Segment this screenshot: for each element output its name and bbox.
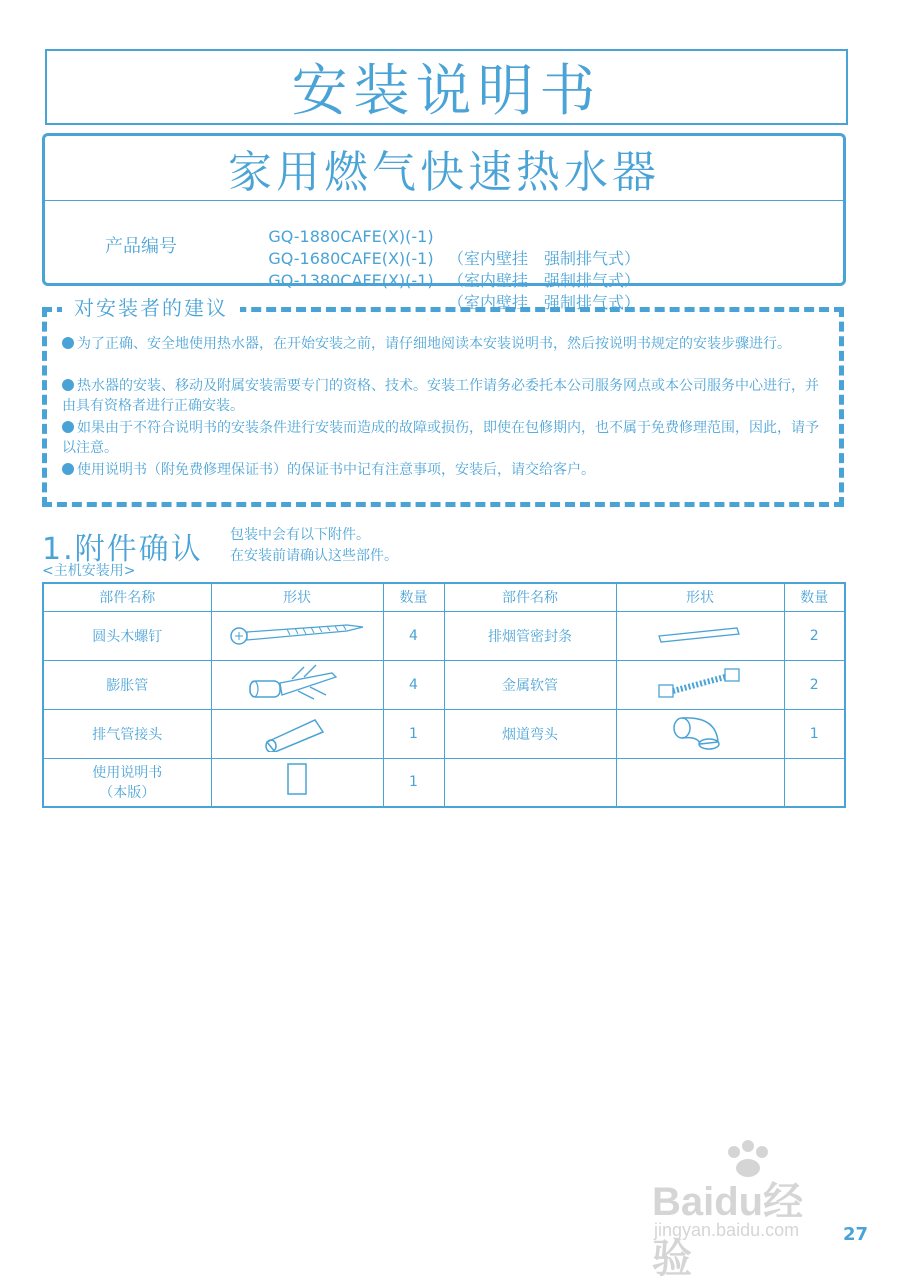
part-shape bbox=[211, 660, 383, 709]
metal-hose-icon bbox=[655, 665, 745, 701]
column-header: 形状 bbox=[616, 583, 784, 611]
advice-item: 热水器的安装、移动及附属安装需要专门的资格、技术。安装工作请务必委托本公司服务网点或本公司服务中心进行，并由具有资格者进行正确安装。 bbox=[62, 378, 819, 414]
page-number: 27 bbox=[843, 1224, 869, 1245]
section-note: 包装中会有以下附件。 bbox=[230, 527, 370, 543]
part-quantity: 1 bbox=[784, 709, 845, 758]
column-header: 部件名称 bbox=[43, 583, 211, 611]
bullet-icon bbox=[62, 421, 74, 433]
advice-item: 如果由于不符合说明书的安装条件进行安装而造成的故障或损伤，即使在包修期内，也不属于免费修理范围，因此，请予以注意。 bbox=[62, 420, 819, 456]
part-name: 膨胀管 bbox=[43, 660, 211, 709]
part-name bbox=[444, 758, 616, 807]
part-shape bbox=[211, 758, 383, 807]
part-quantity: 2 bbox=[784, 611, 845, 660]
part-quantity: 1 bbox=[383, 709, 444, 758]
column-header: 数量 bbox=[383, 583, 444, 611]
baidu-watermark bbox=[640, 1140, 840, 1281]
model-label: 产品编号 bbox=[105, 236, 177, 257]
column-header: 形状 bbox=[211, 583, 383, 611]
part-name: 烟道弯头 bbox=[444, 709, 616, 758]
part-quantity: 4 bbox=[383, 611, 444, 660]
flue-elbow-icon bbox=[670, 712, 730, 752]
part-quantity: 2 bbox=[784, 660, 845, 709]
exhaust-joint-icon bbox=[257, 712, 337, 752]
part-name bbox=[43, 758, 211, 807]
table-header-row bbox=[43, 583, 845, 611]
expansion-anchor-icon bbox=[242, 663, 352, 703]
part-name: 圆头木螺钉 bbox=[43, 611, 211, 660]
section-note: 在安装前请确认这些部件。 bbox=[230, 548, 398, 564]
table-row bbox=[43, 660, 845, 709]
bullet-icon bbox=[62, 337, 74, 349]
advice-item: 使用说明书（附免费修理保证书）的保证书中记有注意事项，安装后，请交给客户。 bbox=[62, 460, 826, 480]
parts-table bbox=[42, 582, 846, 808]
watermark-url: jingyan.baidu.com bbox=[654, 1220, 800, 1240]
part-shape bbox=[211, 709, 383, 758]
part-name: 排气管接头 bbox=[43, 709, 211, 758]
bullet-icon bbox=[62, 463, 74, 475]
model-type: （室内壁挂 强制排气式） bbox=[448, 271, 641, 290]
part-name: 排烟管密封条 bbox=[444, 611, 616, 660]
model-type: （室内壁挂 强制排气式） bbox=[448, 249, 641, 268]
wood-screw-icon bbox=[227, 619, 367, 649]
column-header: 数量 bbox=[784, 583, 845, 611]
part-shape bbox=[616, 709, 784, 758]
part-shape bbox=[211, 611, 383, 660]
document-title: 安装说明书 bbox=[291, 59, 602, 124]
table-row bbox=[43, 758, 845, 807]
model-code: GQ-1680CAFE(X)(-1) bbox=[268, 249, 434, 268]
document-title-box bbox=[45, 49, 848, 125]
advice-item: 为了正确、安全地使用热水器，在开始安装之前，请仔细地阅读本安装说明书，然后按说明书规定的安装步骤进行。 bbox=[62, 334, 826, 354]
column-header: 部件名称 bbox=[444, 583, 616, 611]
model-code: GQ-1880CAFE(X)(-1) bbox=[268, 227, 434, 246]
part-name-line: 使用说明书 bbox=[92, 765, 163, 782]
part-name: 金属软管 bbox=[444, 660, 616, 709]
model-type: （室内壁挂 强制排气式） bbox=[448, 293, 641, 312]
part-shape bbox=[616, 758, 784, 807]
bullet-icon bbox=[62, 379, 74, 391]
product-name: 家用燃气快速热水器 bbox=[45, 136, 843, 201]
table-row bbox=[43, 611, 845, 660]
part-quantity: 1 bbox=[383, 758, 444, 807]
part-quantity bbox=[784, 758, 845, 807]
section-title: 1.附件确认 bbox=[42, 532, 203, 567]
watermark-brand: Baidu经验 bbox=[652, 1180, 804, 1281]
part-name-line: （本版） bbox=[99, 785, 156, 802]
section-subtitle: <主机安装用> bbox=[42, 563, 136, 579]
model-code: GQ-1380CAFE(X)(-1) bbox=[268, 271, 434, 290]
sealing-strip-icon bbox=[655, 622, 745, 646]
table-row bbox=[43, 709, 845, 758]
advice-title: 对安装者的建议 bbox=[62, 292, 240, 321]
part-shape bbox=[616, 660, 784, 709]
manual-icon bbox=[282, 760, 312, 800]
part-quantity: 4 bbox=[383, 660, 444, 709]
part-shape bbox=[616, 611, 784, 660]
